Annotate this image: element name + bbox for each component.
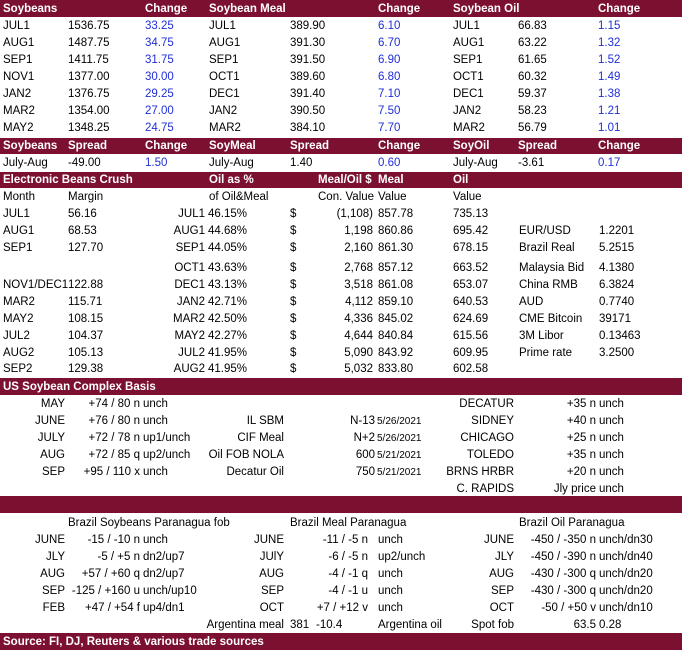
- crush-month-2: SEP1: [175, 242, 205, 254]
- basis-change: up1/unch: [143, 432, 191, 444]
- brazil-meal-month: OCT: [259, 602, 284, 614]
- crush-oil-pct: 42.27%: [208, 330, 248, 342]
- crush-margin: 129.38: [68, 363, 104, 375]
- soy-change: 30.00: [145, 71, 174, 83]
- crush-margin: 56.16: [68, 208, 97, 220]
- market-value: 0.13463: [599, 330, 641, 342]
- meal-price: 391.40: [290, 88, 326, 100]
- crush-month-2: AUG1: [173, 225, 205, 237]
- market-label: China RMB: [519, 279, 578, 291]
- crush-month: JUL1: [3, 208, 30, 220]
- basis-right-label: CHICAGO: [460, 432, 514, 444]
- basis-change: unch: [143, 398, 168, 410]
- soy-month: MAR2: [3, 105, 35, 117]
- crush-con-value: 2,160: [344, 242, 373, 254]
- crush-oil-value: 609.95: [453, 347, 489, 359]
- brazil-oil-value: -430 / -300 q: [530, 585, 596, 597]
- spot-fob-label: Spot fob: [471, 619, 514, 631]
- oil-change: 1.15: [598, 20, 621, 32]
- basis-mid-value: 750: [355, 466, 375, 478]
- oil-month: JUL1: [453, 20, 480, 32]
- basis-title: US Soybean Complex Basis: [3, 381, 156, 393]
- crush-con-value: 4,112: [345, 296, 373, 308]
- brazil-meal-value: -4 / -1 u: [328, 585, 368, 597]
- market-label: Brazil Real: [519, 242, 575, 254]
- market-value: 39171: [599, 313, 631, 325]
- oil-change: 1.21: [598, 105, 621, 117]
- brazil-oil-header: Brazil Oil Paranagua: [519, 517, 625, 529]
- soy-price: 1411.75: [68, 54, 109, 66]
- meal-price: 389.90: [290, 20, 326, 32]
- market-label: CME Bitcoin: [519, 313, 583, 325]
- soy-month: JUL1: [3, 20, 30, 32]
- crush-margin: 68.53: [68, 225, 97, 237]
- basis-right-label: BRNS HRBR: [446, 466, 514, 478]
- crush-con-value: 2,768: [344, 262, 373, 274]
- brazil-meal-header: Brazil Meal Paranagua: [290, 517, 407, 529]
- futures-header: [0, 0, 682, 17]
- brazil-meal-change: unch: [378, 568, 403, 580]
- market-label: Malaysia Bid: [519, 262, 585, 274]
- basis-right-label: C. RAPIDS: [456, 483, 514, 495]
- basis-right-value: +35 n: [566, 398, 596, 410]
- oil-month: AUG1: [453, 37, 485, 49]
- crush-con-value: (1,108): [336, 208, 373, 220]
- basis-right-change: unch: [599, 449, 624, 461]
- oil-change: 1.32: [598, 37, 621, 49]
- brazil-meal-change: unch: [378, 602, 403, 614]
- brazil-oil-change: unch/dn40: [599, 551, 653, 563]
- basis-mid-label: CIF Meal: [237, 432, 284, 444]
- crush-meal-value: 857.12: [378, 262, 414, 274]
- spread-meal-header: SoyMeal: [209, 140, 256, 152]
- crush-margin: 104.37: [68, 330, 104, 342]
- brazil-oil-month: AUG: [489, 568, 514, 580]
- brazil-meal-value: -6 / -5 n: [328, 551, 368, 563]
- crush-meal-value: 861.08: [378, 279, 414, 291]
- market-value: 4.1380: [599, 262, 635, 274]
- basis-value: +72 / 85 q: [88, 449, 140, 461]
- crush-currency: $: [290, 330, 297, 342]
- basis-right-change: unch: [599, 415, 624, 427]
- meal-change: 6.70: [378, 37, 401, 49]
- crush-of-oil-meal-sub: of Oil&Meal: [209, 191, 269, 203]
- crush-month: MAY2: [3, 313, 34, 325]
- meal-price: 390.50: [290, 105, 326, 117]
- soy-change: 27.00: [145, 105, 174, 117]
- meal-change: 7.10: [378, 88, 401, 100]
- spread-meal-change: 0.60: [378, 157, 401, 169]
- crush-oil-value: 640.53: [453, 296, 489, 308]
- crush-value-sub: Value: [453, 191, 482, 203]
- basis-change: unch: [143, 415, 168, 427]
- crush-currency: $: [290, 363, 297, 375]
- soy-price: 1376.75: [68, 88, 110, 100]
- brazil-oil-change: unch/dn10: [599, 602, 653, 614]
- basis-value: +76 / 80 n: [88, 415, 140, 427]
- crush-month: NOV1/DEC1: [3, 279, 69, 291]
- oil-month: MAR2: [453, 122, 485, 134]
- crush-con-value: 5,032: [344, 363, 373, 375]
- brazil-meal-month: SEP: [260, 585, 284, 597]
- crush-meal-value: 861.30: [378, 242, 414, 254]
- basis-month: MAY: [40, 398, 65, 410]
- crush-con-value: 4,644: [344, 330, 373, 342]
- crush-month-sub: Month: [3, 191, 35, 203]
- brazil-soy-month: SEP: [41, 585, 65, 597]
- meal-header: Soybean Meal: [209, 3, 286, 15]
- brazil-soy-value: -125 / +160 u: [71, 585, 140, 597]
- brazil-spacer-bar: [0, 496, 682, 513]
- spread-oil-spread-header: Spread: [518, 140, 557, 152]
- crush-meal-header: Meal: [378, 174, 404, 186]
- brazil-oil-change: unch/dn30: [599, 534, 653, 546]
- brazil-soy-change: unch/up10: [143, 585, 197, 597]
- basis-right-change: unch: [599, 432, 624, 444]
- crush-oil-value: 615.56: [453, 330, 489, 342]
- meal-month: MAR2: [209, 122, 241, 134]
- crush-oil-pct: 44.05%: [208, 242, 248, 254]
- basis-mid-label: IL SBM: [246, 415, 284, 427]
- oil-change: 1.49: [598, 71, 621, 83]
- oil-price: 61.65: [518, 54, 547, 66]
- basis-right-value: Jly price: [553, 483, 596, 495]
- spread-soy-change: 1.50: [145, 157, 168, 169]
- crush-month-2: JUL1: [178, 208, 205, 220]
- brazil-meal-value: +7 / +12 v: [316, 602, 368, 614]
- oil-price: 56.79: [518, 122, 547, 134]
- crush-value-sub: Value: [378, 191, 407, 203]
- spread-meal-value: 1.40: [290, 157, 313, 169]
- spread-oil-change-header: Change: [598, 140, 641, 152]
- oil-change: 1.01: [598, 122, 621, 134]
- meal-month: OCT1: [209, 71, 240, 83]
- soy-month: MAY2: [3, 122, 34, 134]
- meal-change: 6.10: [378, 20, 401, 32]
- spread-meal-change-header: Change: [378, 140, 421, 152]
- brazil-meal-value: -4 / -1 q: [328, 568, 368, 580]
- spread-oil-change: 0.17: [598, 157, 621, 169]
- oil-month: SEP1: [453, 54, 483, 66]
- crush-con-value-sub: Con. Value: [318, 191, 375, 203]
- market-value: 0.7740: [599, 296, 635, 308]
- crush-meal-value: 857.78: [378, 208, 414, 220]
- soy-change: 31.75: [145, 54, 174, 66]
- soy-change: 29.25: [145, 88, 174, 100]
- oil-change-header: Change: [598, 3, 641, 15]
- crush-meal-value: 833.80: [378, 363, 414, 375]
- crush-month-2: MAY2: [174, 330, 205, 342]
- crush-margin: 105.13: [68, 347, 104, 359]
- meal-month: JAN2: [209, 105, 238, 117]
- crush-oil-value: 695.42: [453, 225, 489, 237]
- basis-right-value: +35 n: [566, 449, 596, 461]
- brazil-oil-change: unch/dn20: [599, 585, 653, 597]
- basis-change: up2/unch: [143, 449, 191, 461]
- oil-price: 59.37: [518, 88, 547, 100]
- crush-month: SEP1: [3, 242, 33, 254]
- soy-change: 24.75: [145, 122, 174, 134]
- brazil-oil-value: -50 / +50 v: [541, 602, 596, 614]
- brazil-oil-month: OCT: [489, 602, 514, 614]
- oil-price: 58.23: [518, 105, 547, 117]
- oil-price: 60.32: [518, 71, 547, 83]
- brazil-meal-month: JUlY: [259, 551, 284, 563]
- basis-mid-date: 5/21/2021: [377, 467, 422, 478]
- soy-price: 1354.00: [68, 105, 110, 117]
- crush-margin: 122.88: [68, 279, 104, 291]
- brazil-soy-month: FEB: [42, 602, 65, 614]
- market-value: 6.3824: [599, 279, 635, 291]
- meal-price: 391.30: [290, 37, 326, 49]
- meal-change: 6.90: [378, 54, 401, 66]
- meal-price: 391.50: [290, 54, 326, 66]
- spread-oil-value: -3.61: [518, 157, 545, 169]
- basis-right-label: TOLEDO: [466, 449, 514, 461]
- oil-header: Soybean Oil: [453, 3, 520, 15]
- argentina-oil-value: 63.5: [573, 619, 596, 631]
- crush-month: AUG1: [3, 225, 35, 237]
- brazil-oil-month: JUNE: [483, 534, 514, 546]
- crush-oil-pct: 41.95%: [208, 363, 248, 375]
- brazil-oil-month: JLY: [495, 551, 514, 563]
- crush-month-2: AUG2: [173, 363, 205, 375]
- basis-right-label: DECATUR: [459, 398, 514, 410]
- brazil-soy-header: Brazil Soybeans Paranagua fob: [68, 517, 230, 529]
- meal-change: 7.70: [378, 122, 401, 134]
- crush-month: SEP2: [3, 363, 33, 375]
- crush-month-2: JUL2: [178, 347, 205, 359]
- oil-change: 1.52: [598, 54, 621, 66]
- brazil-soy-value: +47 / +54 f: [85, 602, 140, 614]
- oil-month: DEC1: [453, 88, 484, 100]
- crush-month-2: JAN2: [176, 296, 205, 308]
- meal-price: 389.60: [290, 71, 326, 83]
- crush-oil-value: 624.69: [453, 313, 489, 325]
- crush-con-value: 5,090: [344, 347, 373, 359]
- brazil-oil-change: unch/dn20: [599, 568, 653, 580]
- brazil-oil-value: -430 / -300 q: [530, 568, 596, 580]
- spread-soy-spread-header: Spread: [68, 140, 107, 152]
- soy-price: 1487.75: [68, 37, 110, 49]
- basis-mid-value: 600: [355, 449, 375, 461]
- soy-month: NOV1: [3, 71, 35, 83]
- crush-oil-pct: 42.71%: [208, 296, 248, 308]
- soy-month: JAN2: [3, 88, 32, 100]
- oil-change: 1.38: [598, 88, 621, 100]
- basis-right-change: unch: [599, 398, 624, 410]
- crush-oil-value: 735.13: [453, 208, 489, 220]
- market-label: AUD: [519, 296, 544, 308]
- crush-oil-pct: 43.13%: [208, 279, 248, 291]
- basis-mid-value: N+2: [353, 432, 375, 444]
- brazil-soy-value: +57 / +60 q: [81, 568, 140, 580]
- basis-right-value: +40 n: [566, 415, 596, 427]
- crush-con-value: 3,518: [344, 279, 373, 291]
- basis-month: JUNE: [34, 415, 65, 427]
- oil-price: 63.22: [518, 37, 547, 49]
- brazil-meal-month: JUNE: [253, 534, 284, 546]
- crush-meal-oil-header: Meal/Oil $: [318, 174, 372, 186]
- basis-month: AUG: [40, 449, 65, 461]
- brazil-meal-value: -11 / -5 n: [322, 534, 368, 546]
- soy-month: SEP1: [3, 54, 33, 66]
- crush-margin: 108.15: [68, 313, 104, 325]
- crush-month-2: OCT1: [174, 262, 205, 274]
- basis-month: SEP: [41, 466, 65, 478]
- crush-oil-pct: 42.50%: [208, 313, 248, 325]
- brazil-meal-change: unch: [378, 534, 403, 546]
- argentina-oil-label: Argentina oil: [378, 619, 442, 631]
- soy-price: 1348.25: [68, 122, 110, 134]
- soy-month: AUG1: [3, 37, 35, 49]
- crush-currency: $: [290, 347, 297, 359]
- crush-currency: $: [290, 242, 297, 254]
- crush-title: Electronic Beans Crush: [3, 174, 133, 186]
- crush-oil-value: 653.07: [453, 279, 489, 291]
- brazil-soy-month: JLY: [46, 551, 65, 563]
- crush-margin: 115.71: [68, 296, 103, 308]
- argentina-meal-value: 381: [290, 619, 310, 631]
- crush-meal-value: 840.84: [378, 330, 414, 342]
- crush-oil-value: 678.15: [453, 242, 489, 254]
- crush-oil-value: 602.58: [453, 363, 489, 375]
- meal-month: AUG1: [209, 37, 241, 49]
- brazil-oil-month: SEP: [490, 585, 514, 597]
- spread-meal-spread-header: Spread: [290, 140, 329, 152]
- argentina-meal-change: -10.4: [316, 619, 343, 631]
- crush-oil-header: Oil: [453, 174, 469, 186]
- meal-month: SEP1: [209, 54, 239, 66]
- brazil-soy-value: -5 / +5 n: [97, 551, 140, 563]
- brazil-soy-value: -15 / -10 n: [87, 534, 140, 546]
- spread-soy-header: Soybeans: [3, 140, 58, 152]
- market-label: 3M Libor: [519, 330, 564, 342]
- spread-soy-value: -49.00: [68, 157, 101, 169]
- crush-oil-pct-header: Oil as %: [209, 174, 254, 186]
- crush-currency: $: [290, 296, 297, 308]
- meal-change: 6.80: [378, 71, 401, 83]
- market-label: EUR/USD: [519, 225, 571, 237]
- crush-oil-pct: 44.68%: [208, 225, 248, 237]
- crush-con-value: 1,198: [344, 225, 373, 237]
- crush-meal-value: 859.10: [378, 296, 414, 308]
- brazil-soy-change: up4/dn1: [143, 602, 185, 614]
- crush-meal-value: 845.02: [378, 313, 414, 325]
- soy-price: 1377.00: [68, 71, 110, 83]
- spread-soy-label: July-Aug: [3, 157, 48, 169]
- market-value: 1.2201: [599, 225, 635, 237]
- source-note: Source: FI, DJ, Reuters & various trade sources: [3, 636, 264, 648]
- soy-change: 34.75: [145, 37, 174, 49]
- brazil-meal-change: up2/unch: [378, 551, 426, 563]
- meal-change: 7.50: [378, 105, 401, 117]
- basis-right-value: +20 n: [566, 466, 596, 478]
- oil-month: JAN2: [453, 105, 482, 117]
- basis-right-change: unch: [599, 466, 624, 478]
- crush-month-2: DEC1: [174, 279, 205, 291]
- argentina-meal-label: Argentina meal: [206, 619, 284, 631]
- market-value: 5.2515: [599, 242, 635, 254]
- meal-price: 384.10: [290, 122, 326, 134]
- crush-month-2: MAR2: [173, 313, 205, 325]
- market-label: Prime rate: [519, 347, 573, 359]
- crush-month: AUG2: [3, 347, 35, 359]
- crush-currency: $: [290, 225, 297, 237]
- brazil-meal-change: unch: [378, 585, 403, 597]
- crush-oil-value: 663.52: [453, 262, 489, 274]
- oil-price: 66.83: [518, 20, 547, 32]
- basis-right-label: SIDNEY: [471, 415, 514, 427]
- basis-value: +72 / 78 n: [88, 432, 140, 444]
- brazil-soy-change: dn2/up7: [143, 551, 185, 563]
- brazil-soy-change: dn2/up7: [143, 568, 185, 580]
- brazil-soy-month: AUG: [40, 568, 65, 580]
- basis-value: +74 / 80 n: [88, 398, 140, 410]
- basis-mid-value: N-13: [350, 415, 375, 427]
- basis-mid-date: 5/26/2021: [377, 433, 422, 444]
- crush-meal-value: 843.92: [378, 347, 414, 359]
- crush-oil-pct: 43.63%: [208, 262, 248, 274]
- soy-change-header: Change: [145, 3, 188, 15]
- soybeans-header: Soybeans: [3, 3, 58, 15]
- crush-margin: 127.70: [68, 242, 104, 254]
- basis-mid-date: 5/26/2021: [377, 416, 422, 427]
- crush-month: JUL2: [3, 330, 30, 342]
- soy-change: 33.25: [145, 20, 174, 32]
- oil-month: OCT1: [453, 71, 484, 83]
- brazil-meal-month: AUG: [259, 568, 284, 580]
- basis-right-change: unch: [599, 483, 624, 495]
- market-value: 3.2500: [599, 347, 635, 359]
- crush-oil-pct: 46.15%: [208, 208, 248, 220]
- meal-month: DEC1: [209, 88, 240, 100]
- soy-price: 1536.75: [68, 20, 110, 32]
- basis-month: JULY: [37, 432, 65, 444]
- spread-oil-header: SoyOil: [453, 140, 490, 152]
- crush-margin-sub: Margin: [68, 191, 104, 203]
- brazil-oil-value: -450 / -350 n: [530, 534, 596, 546]
- crush-con-value: 4,336: [344, 313, 373, 325]
- crush-meal-value: 860.86: [378, 225, 414, 237]
- argentina-oil-change: 0.28: [599, 619, 622, 631]
- brazil-oil-value: -450 / -390 n: [530, 551, 596, 563]
- crush-currency: $: [290, 313, 297, 325]
- spread-oil-label: July-Aug: [453, 157, 498, 169]
- meal-change-header: Change: [378, 3, 421, 15]
- crush-currency: $: [290, 262, 297, 274]
- basis-change: unch: [143, 466, 168, 478]
- brazil-soy-month: JUNE: [34, 534, 65, 546]
- meal-month: JUL1: [209, 20, 236, 32]
- basis-right-value: +25 n: [566, 432, 596, 444]
- spread-meal-label: July-Aug: [209, 157, 254, 169]
- spread-soy-change-header: Change: [145, 140, 188, 152]
- crush-oil-pct: 41.95%: [208, 347, 248, 359]
- basis-mid-label: Decatur Oil: [226, 466, 284, 478]
- brazil-soy-change: unch: [143, 534, 168, 546]
- crush-month: MAR2: [3, 296, 35, 308]
- basis-mid-date: 5/21/2021: [377, 450, 422, 461]
- basis-mid-label: Oil FOB NOLA: [208, 449, 284, 461]
- crush-currency: $: [290, 279, 297, 291]
- basis-value: +95 / 110 x: [83, 466, 140, 478]
- crush-currency: $: [290, 208, 297, 220]
